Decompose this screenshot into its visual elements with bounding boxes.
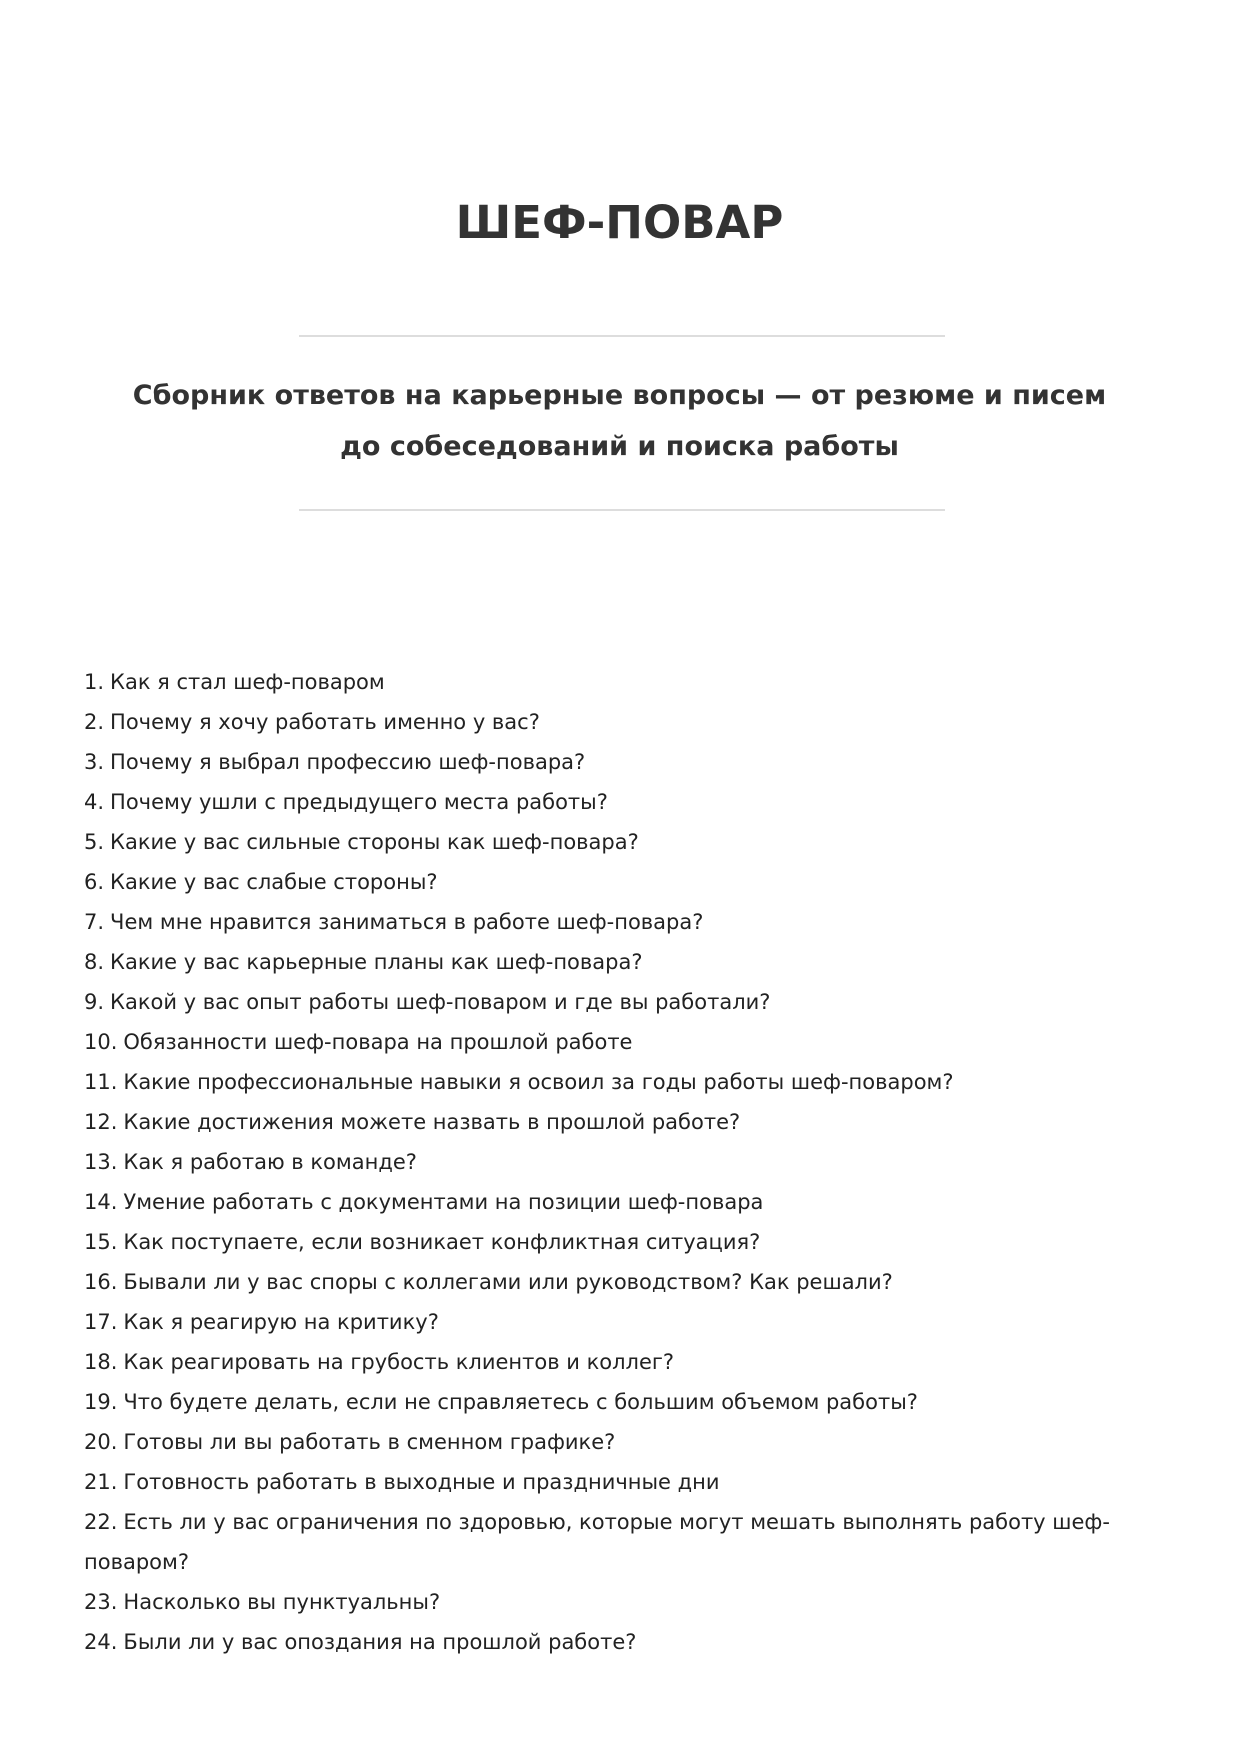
toc-item-label: Были ли у вас опоздания на прошлой работе?	[123, 1630, 637, 1654]
toc-item-label: Как реагировать на грубость клиентов и коллег?	[123, 1350, 675, 1374]
toc-item[interactable]: 13. Как я работаю в команде?	[84, 1150, 417, 1174]
toc-item[interactable]: 19. Что будете делать, если не справляетесь с большим объемом работы?	[84, 1390, 918, 1414]
toc-item[interactable]: 14. Умение работать с документами на позиции шеф-повара	[84, 1190, 764, 1214]
toc-item-label: Готовность работать в выходные и праздничные дни	[123, 1470, 720, 1494]
toc-item-label: Как я реагирую на критику?	[123, 1310, 439, 1334]
table-of-contents	[84, 662, 1164, 1662]
toc-item[interactable]: 15. Как поступаете, если возникает конфликтная ситуация?	[84, 1230, 761, 1254]
divider-bottom	[299, 509, 945, 511]
toc-item-label: Как я работаю в команде?	[123, 1150, 417, 1174]
divider-top	[299, 335, 945, 337]
toc-item[interactable]: 11. Какие профессиональные навыки я освоил за годы работы шеф-поваром?	[84, 1070, 954, 1094]
toc-item[interactable]: 9. Какой у вас опыт работы шеф-поваром и где вы работали?	[84, 990, 771, 1014]
toc-item[interactable]: 2. Почему я хочу работать именно у вас?	[84, 710, 540, 734]
toc-item[interactable]: 12. Какие достижения можете назвать в прошлой работе?	[84, 1110, 741, 1134]
toc-item-label: Как поступаете, если возникает конфликтная ситуация?	[123, 1230, 761, 1254]
toc-item-label: Какие у вас слабые стороны?	[110, 870, 438, 894]
toc-item-label: Умение работать с документами на позиции шеф-повара	[123, 1190, 764, 1214]
toc-item[interactable]: 4. Почему ушли с предыдущего места работы?	[84, 790, 608, 814]
toc-item[interactable]: 5. Какие у вас сильные стороны как шеф-повара?	[84, 830, 639, 854]
toc-item[interactable]: 18. Как реагировать на грубость клиентов и коллег?	[84, 1350, 675, 1374]
toc-item-label: Как я стал шеф-поваром	[110, 670, 385, 694]
toc-item[interactable]: 24. Были ли у вас опоздания на прошлой работе?	[84, 1630, 637, 1654]
toc-item-label: Чем мне нравится заниматься в работе шеф-повара?	[110, 910, 704, 934]
toc-item[interactable]: 3. Почему я выбрал профессию шеф-повара?	[84, 750, 586, 774]
toc-item-label: Какие у вас карьерные планы как шеф-повара?	[110, 950, 643, 974]
toc-item-label: Какие достижения можете назвать в прошлой работе?	[123, 1110, 741, 1134]
toc-item[interactable]: 16. Бывали ли у вас споры с коллегами или руководством? Как решали?	[84, 1270, 893, 1294]
toc-item-label: Готовы ли вы работать в сменном графике?	[123, 1430, 616, 1454]
toc-item-label: Есть ли у вас ограничения по здоровью, которые могут мешать выполнять работу шеф-поваром?	[84, 1510, 1110, 1574]
toc-item-label: Почему ушли с предыдущего места работы?	[110, 790, 608, 814]
toc-item-label: Какие профессиональные навыки я освоил за годы работы шеф-поваром?	[123, 1070, 954, 1094]
toc-item-label: Бывали ли у вас споры с коллегами или руководством? Как решали?	[123, 1270, 893, 1294]
toc-item-label: Почему я хочу работать именно у вас?	[110, 710, 540, 734]
toc-item[interactable]: 23. Насколько вы пунктуальны?	[84, 1590, 441, 1614]
toc-item[interactable]: 22. Есть ли у вас ограничения по здоровью, которые могут мешать выполнять работу шеф-поваром?	[84, 1510, 1110, 1574]
toc-item[interactable]: 6. Какие у вас слабые стороны?	[84, 870, 438, 894]
toc-item-label: Какие у вас сильные стороны как шеф-повара?	[110, 830, 639, 854]
toc-item[interactable]: 7. Чем мне нравится заниматься в работе шеф-повара?	[84, 910, 704, 934]
toc-item[interactable]: 20. Готовы ли вы работать в сменном графике?	[84, 1430, 616, 1454]
document-title: ШЕФ-ПОВАР	[455, 196, 784, 249]
toc-item-label: Что будете делать, если не справляетесь с большим объемом работы?	[123, 1390, 918, 1414]
toc-item-label: Насколько вы пунктуальны?	[123, 1590, 441, 1614]
toc-item[interactable]: 8. Какие у вас карьерные планы как шеф-повара?	[84, 950, 643, 974]
document-subtitle: Сборник ответов на карьерные вопросы — от резюме и писем до собеседований и поиска работы	[132, 380, 1107, 462]
toc-item[interactable]: 21. Готовность работать в выходные и праздничные дни	[84, 1470, 720, 1494]
toc-item[interactable]: 1. Как я стал шеф-поваром	[84, 670, 385, 694]
toc-item-label: Обязанности шеф-повара на прошлой работе	[123, 1030, 633, 1054]
toc-item[interactable]: 10. Обязанности шеф-повара на прошлой работе	[84, 1030, 633, 1054]
toc-item-label: Почему я выбрал профессию шеф-повара?	[110, 750, 586, 774]
toc-item[interactable]: 17. Как я реагирую на критику?	[84, 1310, 439, 1334]
toc-item-label: Какой у вас опыт работы шеф-поваром и где вы работали?	[110, 990, 771, 1014]
